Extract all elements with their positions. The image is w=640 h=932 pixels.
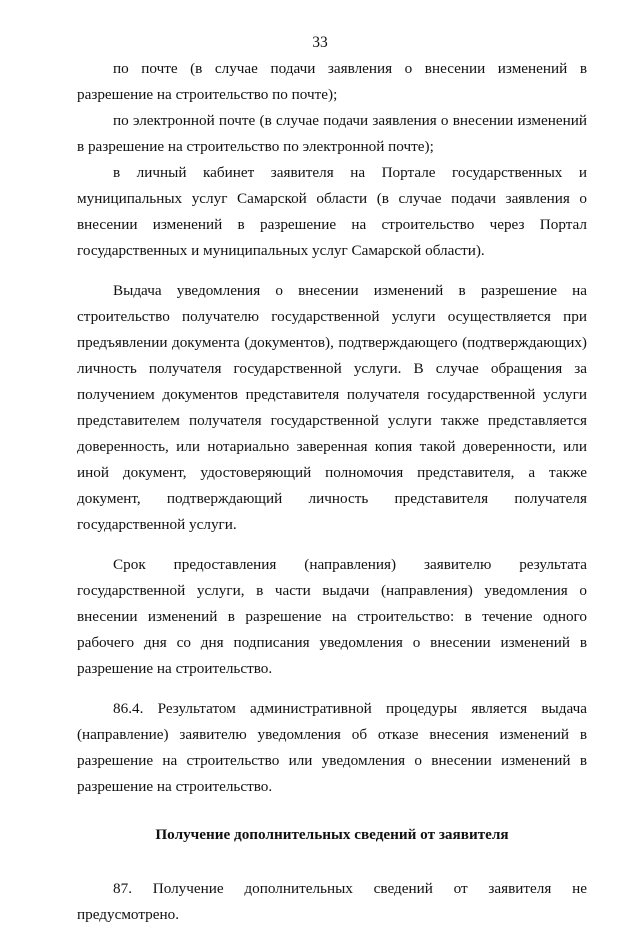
paragraph-87: 87. Получение дополнительных сведений от заявителя не предусмотрено.	[77, 880, 587, 923]
paragraph-by-mail: по почте (в случае подачи заявления о внесении изменений в разрешение на строительство по почте);	[77, 60, 587, 103]
page-number: 33	[312, 34, 328, 51]
paragraph-term: Срок предоставления (направления) заявителю результата государственной услуги, в части выдачи (направления) уведомления о внесении изменений в разрешение на строительство: в течение одного рабочего дня со дня подписания уведомления о внесении изменений в разрешение на строительство.	[77, 556, 587, 677]
paragraph-personal-account: в личный кабинет заявителя на Портале государственных и муниципальных услуг Самарской области (в случае подачи заявления о внесении изменений в разрешение на строительство через Портал государственных и муниципальных услуг Самарской области).	[77, 164, 587, 259]
paragraph-86-4: 86.4. Результатом административной процедуры является выдача (направление) заявителю уведомления об отказе внесения изменений в разрешение на строительство или уведомления о внесении изменений в разрешение на строительство.	[77, 700, 587, 795]
paragraph-by-email: по электронной почте (в случае подачи заявления о внесении изменений в разрешение на строительство по электронной почте);	[77, 112, 587, 155]
paragraph-issuance: Выдача уведомления о внесении изменений в разрешение на строительство получателю государственной услуги осуществляется при предъявлении документа (документов), подтверждающего (подтверждающих) личность получателя государственной услуги. В случае обращения за получением документов представителя получателя государственной услуги представителем получателя государственной услуги также представляется доверенность, или нотариально заверенная копия такой доверенности, или иной документ, удостоверяющий полномочия представителя, а также документ, подтверждающий личность представителя получателя государственной услуги.	[77, 282, 587, 533]
page-body	[77, 56, 587, 932]
section-heading: Получение дополнительных сведений от заявителя	[155, 826, 509, 843]
